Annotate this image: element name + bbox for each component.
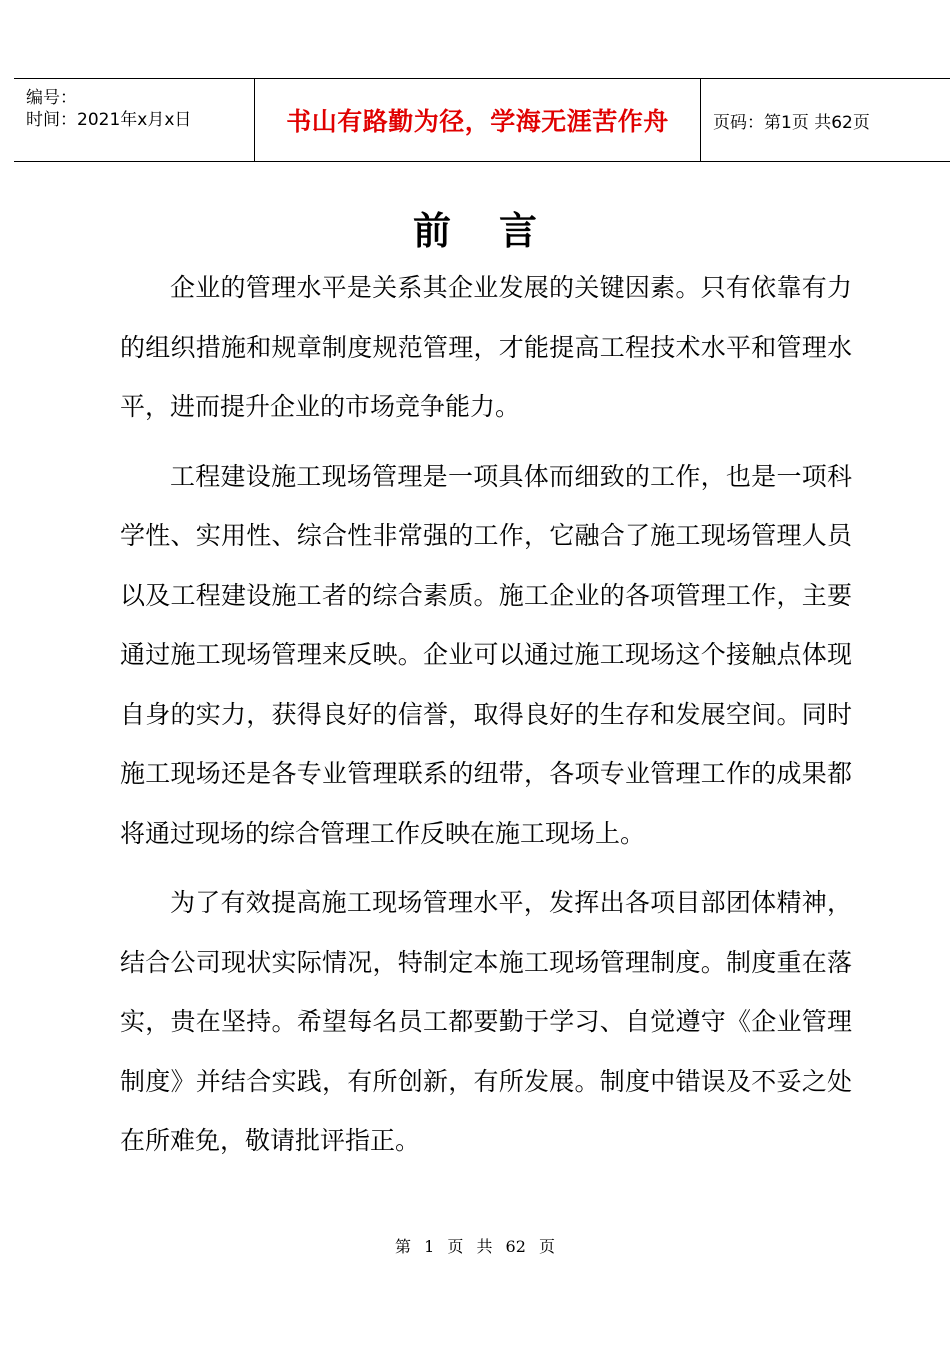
page-footer: 第 1 页 共 62 页: [395, 1237, 555, 1256]
header-motto-cell: [255, 79, 701, 161]
document-time-label: 时间：2021年x月x日: [26, 110, 192, 130]
header-table: [14, 78, 950, 162]
document-number-label: 编号：: [26, 88, 77, 108]
header-page-cell: [701, 79, 950, 161]
paragraph: 企业的管理水平是关系其企业发展的关键因素。只有依靠有力的组织措施和规章制度规范管理，才能提高工程技术水平和管理水平，进而提升企业的市场竞争能力。: [120, 273, 852, 421]
header-motto: 书山有路勤为径，学海无涯苦作舟: [286, 107, 669, 136]
header-page-info: 页码：第1页 共62页: [713, 112, 870, 133]
document-body: [120, 258, 852, 1181]
document-title: 前言: [412, 209, 585, 253]
paragraph: 工程建设施工现场管理是一项具体而细致的工作，也是一项科学性、实用性、综合性非常强的工作，它融合了施工现场管理人员以及工程建设施工者的综合素质。施工企业的各项管理工作，主要通过施工现场管理来反映。企业可以通过施工现场这个接触点体现自身的实力，获得良好的信誉，取得良好的生存和发展空间。同时施工现场还是各专业管理联系的纽带，各项专业管理工作的成果都将通过现场的综合管理工作反映在施工现场上。: [120, 461, 852, 848]
paragraph: 为了有效提高施工现场管理水平，发挥出各项目部团体精神，结合公司现状实际情况，特制定本施工现场管理制度。制度重在落实，贵在坚持。希望每名员工都要勤于学习、自觉遵守《企业管理制度》并结合实践，有所创新，有所发展。制度中错误及不妥之处在所难免，敬请批评指正。: [120, 888, 852, 1155]
header-meta-cell: [14, 79, 255, 161]
